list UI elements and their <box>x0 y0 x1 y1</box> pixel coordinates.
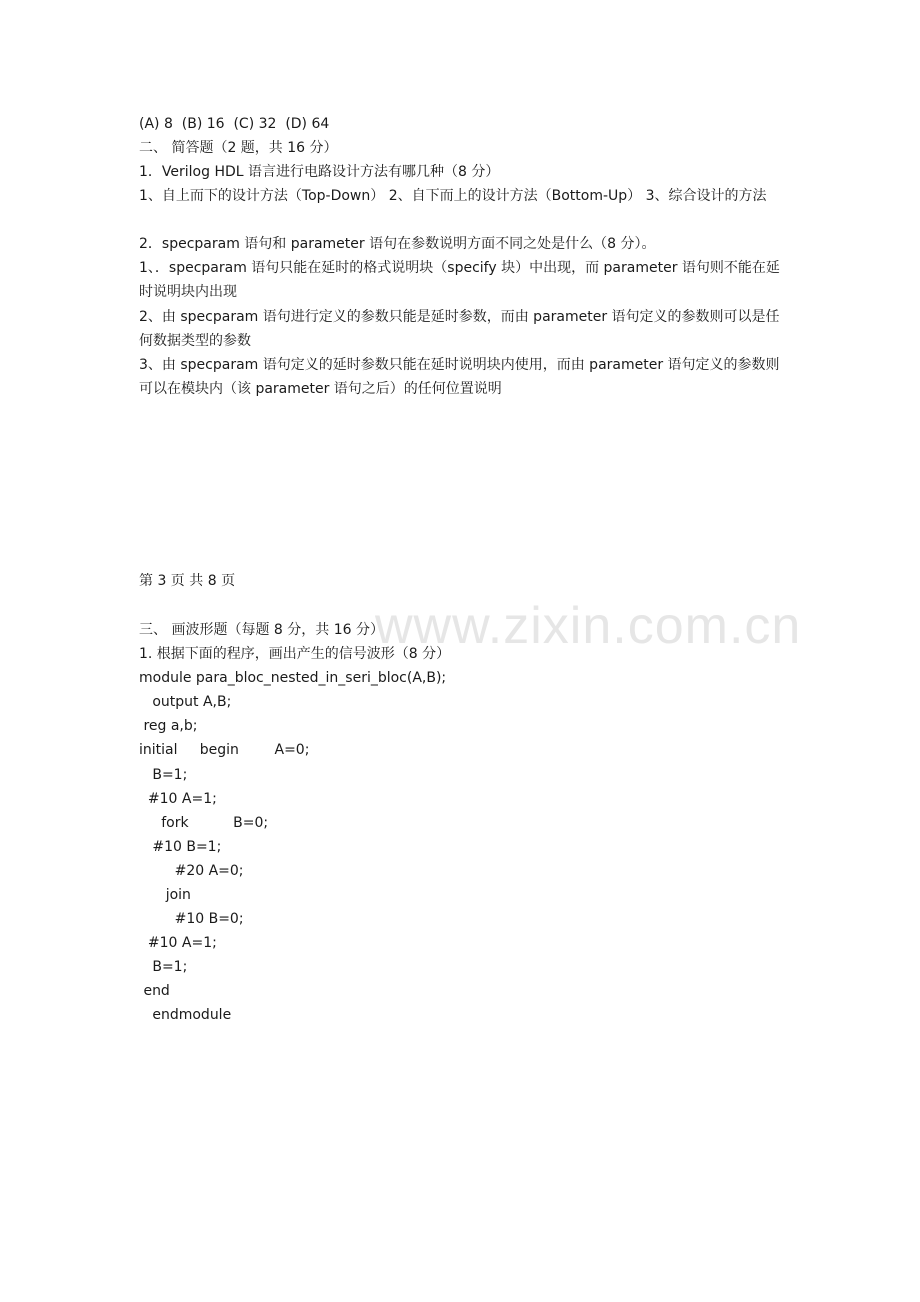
code-line: B=1; <box>139 767 188 783</box>
section3-heading: 三、 画波形题（每题 8 分，共 16 分） <box>139 622 384 638</box>
code-line: endmodule <box>139 1007 232 1023</box>
section2-question-2: 2．specparam 语句和 parameter 语句在参数说明方面不同之处是什么（8 分）。 <box>139 236 656 252</box>
code-line: module para_bloc_nested_in_seri_bloc(A,B); <box>139 670 447 686</box>
mc-options: (A) 8 (B) 16 (C) 32 (D) 64 <box>139 116 330 132</box>
section2-answer-2-1: 1、．specparam 语句只能在延时的格式说明块（specify 块）中出现，而 parameter 语句则不能在延时说明块内出现 <box>139 260 780 300</box>
code-line: B=1; <box>139 959 188 975</box>
section3-question-1: 1. 根据下面的程序，画出产生的信号波形（8 分） <box>139 646 451 662</box>
code-line: initial begin A=0; <box>139 742 310 758</box>
section2-answer-1: 1、自上而下的设计方法（Top-Down） 2、自下而上的设计方法（Bottom-Up） 3、综合设计的方法 <box>139 188 767 204</box>
section2-heading: 二、 简答题（2 题，共 16 分） <box>139 140 338 156</box>
watermark-text: www.zixin.com.cn <box>375 597 802 655</box>
code-line: #10 B=0; <box>139 911 244 927</box>
code-line: reg a,b; <box>139 718 198 734</box>
code-line: #20 A=0; <box>139 863 244 879</box>
code-line: #10 A=1; <box>139 791 217 807</box>
code-line: join <box>139 887 191 903</box>
code-line: output A,B; <box>139 694 232 710</box>
code-line: end <box>139 983 170 999</box>
code-line: #10 B=1; <box>139 839 222 855</box>
page-number-footer: 第 3 页 共 8 页 <box>139 573 236 589</box>
section2-answer-2-3: 3、由 specparam 语句定义的延时参数只能在延时说明块内使用，而由 parameter 语句定义的参数则可以在模块内（该 parameter 语句之后）的任何位置说明 <box>139 357 780 397</box>
section2-answer-2-2: 2、由 specparam 语句进行定义的参数只能是延时参数，而由 parameter 语句定义的参数则可以是任何数据类型的参数 <box>139 309 780 349</box>
section2-question-1: 1．Verilog HDL 语言进行电路设计方法有哪几种（8 分） <box>139 164 500 180</box>
code-line: #10 A=1; <box>139 935 217 951</box>
code-line: fork B=0; <box>139 815 269 831</box>
